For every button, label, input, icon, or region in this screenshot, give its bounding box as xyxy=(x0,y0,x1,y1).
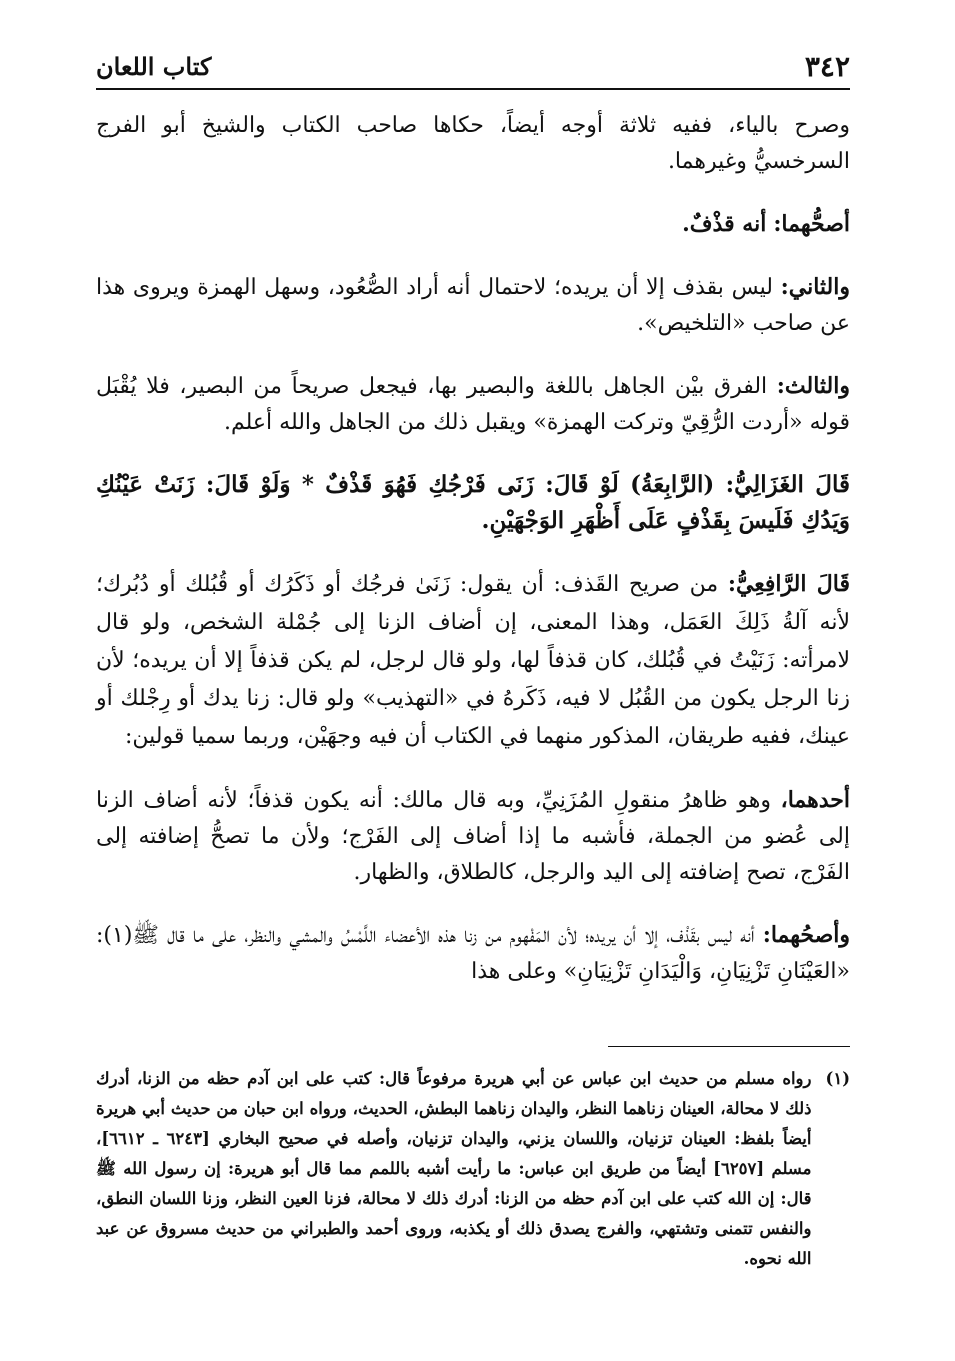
sound-opinion-paragraph xyxy=(96,917,850,990)
third-view-text: الفرق بيْن الجاهل باللغة والبصير بها، فيجعل صريحاً من البصير، فلا يُقْبَل قوله «أردت الرُّقِيّ وتركت الهمزة» ويقبل ذلك من الجاهل والله أعلم. xyxy=(96,374,850,435)
footnote xyxy=(96,1064,850,1274)
intro-paragraph: وصرح بالياء، ففيه ثلاثة أوجه أيضاً، حكاها صاحب الكتاب والشيخ أبو الفرج السرخسيُّ وغيرهما. xyxy=(96,113,850,174)
footnote-text: رواه مسلم من حديث ابن عباس عن أبي هريرة مرفوعاً قال: كتب على ابن آدم حظه من الزنا، أدرك ذلك لا محالة، العينان زناهما النظر، واليدان زناهما البطش، الحديث، ورواه ابن حبان من حديث أبي هريرة أيضاً بلفظ: العينان تزنيان، واللسان يزني، واليدان تزنيان، وأصله في صحيح البخاري [٦٢٤٣ ـ ٦٦١٢]، مسلم [٦٢٥٧] أيضاً من طريق ابن عباس: ما رأيت أشبه باللمم مما قال أبو هريرة: إن رسول الله ﷺ قال: إن الله كتب على ابن آدم حظه من الزنا: أدرك ذلك لا محالة، فزنا العين النظر، وزنا اللسان النطق، والنفس تتمنى وتشتهي، والفرج يصدق ذلك أو يكذبه، وروى أحمد والطبراني من حديث مسروق عن عبد الله نحوه. xyxy=(96,1069,812,1268)
third-view-paragraph xyxy=(96,368,850,441)
first-view-paragraph xyxy=(96,206,850,243)
sound-opinion-lead: وأصحُهما: xyxy=(762,922,851,948)
first-view-lead: أصحُّهما: xyxy=(773,211,850,237)
second-view-paragraph xyxy=(96,269,850,342)
second-view-text: ليس بقذف إلا أن يريده؛ لاحتمال أنه أراد الصُّعُود، وسهل الهمزة ويروى هذا عن صاحب «التلخيص». xyxy=(96,275,850,336)
page-number: ٣٤٢ xyxy=(804,49,850,83)
first-view-text: أنه قذْفٌ. xyxy=(682,211,767,237)
running-title: كتاب اللعان xyxy=(96,51,212,81)
third-view-lead: والثالث: xyxy=(776,373,850,399)
main-text xyxy=(96,108,850,990)
rafii-text: من صريح القَذف: أن يقول: زَنَىٰ فرجُك أو ذَكَرُك أو قُبُلك أو دُبُرك؛ لأنه آلةُ ذَلِكَ العَمَل، وهذا المعنى، إن أضاف الزنا إلى جُمْلة الشخص، ولو قال لامرأته: زَنَيْتُ في قُبُلك، كان قذفاً لها، ولو قال لرجل، لم يكن قذفاً إلا أن يريده؛ لأن زنا الرجل يكون من القُبُل لا فيه، ذَكَرهُ في «التهذيب» ولو قال: زنا يدك أو رِجْلك أو عينك، ففيه طريقان، المذكور منهما في الكتاب أن فيه وجهَيْن، وربما سميا قولين: xyxy=(96,572,850,749)
first-opinion-lead: أحدهما، xyxy=(780,787,850,813)
footnote-number: (١) xyxy=(825,1069,850,1088)
sound-opinion-text: أنه ليس بقَذْف، إلا أن يريده؛ لأن المَفْهوم من زنا هذه الأعضاء اللَّمْسُ والمشي والنظر، على ما قال ﷺ(١): «العَيْنَانِ تَزْنِيَانِ، وَالْيَدَانِ تَزْنِيَانِ» وعلى هذا xyxy=(96,923,850,984)
ghazali-matn xyxy=(96,467,850,539)
first-opinion-text: وهو ظاهرُ منقولِ المُزَنِيِّ، وبه قال مالك: أنه يكون قذفاً؛ لأنه أضاف الزنا إلى عُضو من الجملة، فأشبه ما إذا أضاف إلى الفَرْج؛ ولأن ما تصحُّ إضافته إلى الفَرْج، تصح إضافته إلى اليد والرجل، كالطلاق، والظهار. xyxy=(96,788,850,885)
rafii-lead: قَالَ الرَّافِعِيُّ: xyxy=(727,571,850,597)
second-view-lead: والثاني: xyxy=(780,274,850,300)
ghazali-text: (الرَّابِعَةُ) لَوْ قَالَ: زَنَى فَرْجُكِ فَهُوَ قَذْفٌ * وَلَوْ قَالَ: زَنَتْ عَيْنُكِ وَيَدُكِ فَلَيسَ بِقَذْفٍ عَلَى أَظْهَرِ الوَجْهَيْنِ. xyxy=(96,471,850,534)
page-header xyxy=(96,44,850,90)
footnote-separator xyxy=(608,1046,850,1047)
ghazali-intro: قَالَ الغَزَالِيُّ: xyxy=(725,471,850,498)
first-opinion-paragraph xyxy=(96,782,850,891)
rafii-commentary xyxy=(96,565,850,756)
